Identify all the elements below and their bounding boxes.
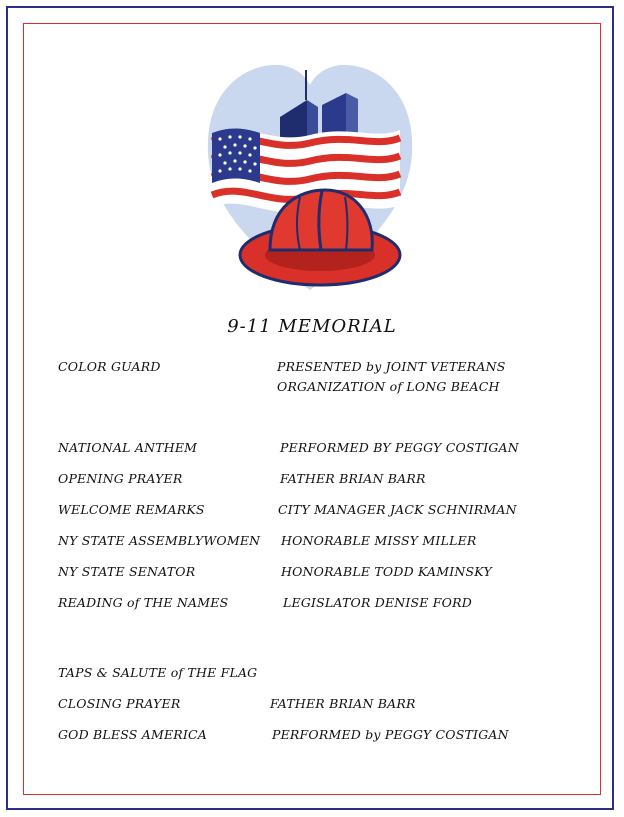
program-item-value-line2: ORGANIZATION of LONG BEACH — [277, 379, 500, 394]
program-item-value: LEGISLATOR DENISE FORD — [283, 595, 472, 610]
program-item-label: NY STATE SENATOR — [58, 564, 196, 579]
program-item-label: CLOSING PRAYER — [58, 696, 181, 711]
program-item-value: CITY MANAGER JACK SCHNIRMAN — [278, 502, 517, 517]
page-title: 9-11 MEMORIAL — [227, 316, 397, 337]
memorial-logo — [200, 55, 420, 300]
program-item-label: READING of THE NAMES — [58, 595, 229, 610]
program-item-value: PRESENTED by JOINT VETERANS — [277, 359, 506, 374]
program-item-value: FATHER BRIAN BARR — [280, 471, 426, 486]
program-item-value: PERFORMED by PEGGY COSTIGAN — [272, 727, 509, 742]
program-item-label: TAPS & SALUTE of THE FLAG — [58, 665, 258, 680]
program-item-label: COLOR GUARD — [58, 359, 161, 374]
program-item-value: HONORABLE MISSY MILLER — [281, 533, 477, 548]
program-item-label: OPENING PRAYER — [58, 471, 183, 486]
program-item-label: GOD BLESS AMERICA — [58, 727, 208, 742]
program-item-value: FATHER BRIAN BARR — [270, 696, 416, 711]
program-item-label: NY STATE ASSEMBLYWOMEN — [58, 533, 261, 548]
program-item-label: NATIONAL ANTHEM — [58, 440, 198, 455]
program-item-value: PERFORMED BY PEGGY COSTIGAN — [280, 440, 519, 455]
program-item-value: HONORABLE TODD KAMINSKY — [281, 564, 492, 579]
program-item-label: WELCOME REMARKS — [58, 502, 205, 517]
